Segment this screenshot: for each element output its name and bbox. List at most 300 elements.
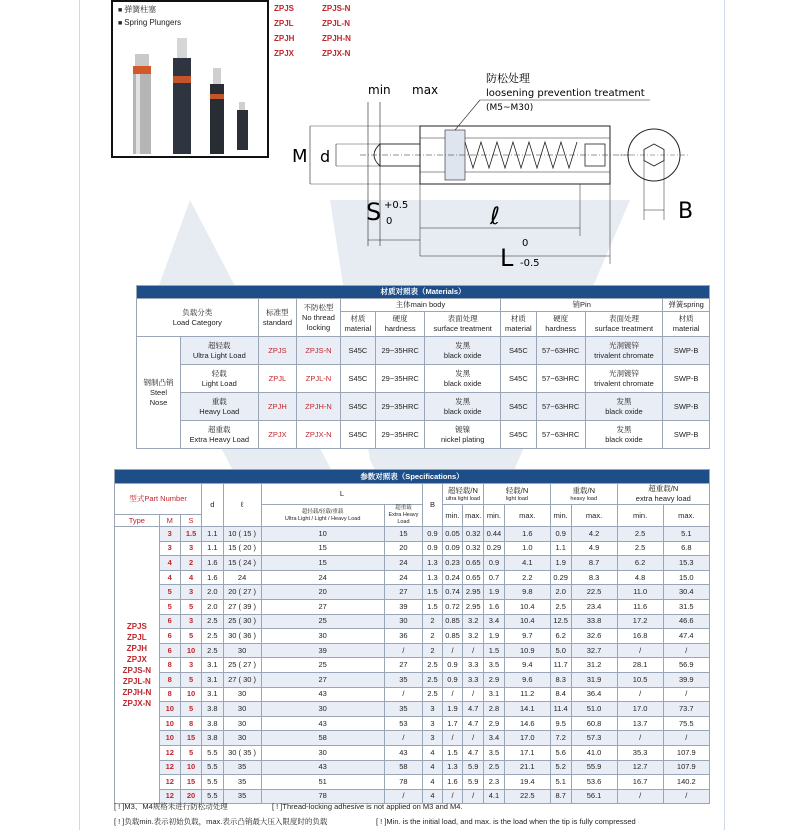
cell-l-max: 14.6 [504, 716, 550, 731]
cell-l: 25 ( 30 ) [223, 614, 261, 629]
cell-x-min: 35.3 [617, 745, 663, 760]
type-item: ZPJX-N [122, 699, 152, 709]
cell-L-extra: 20 [384, 541, 423, 556]
cell-l-max: 1.0 [504, 541, 550, 556]
cell-l: 27 ( 30 ) [223, 672, 261, 687]
cell-L-extra: 27 [384, 658, 423, 673]
hdr-S: S [180, 515, 201, 527]
mat-body-material: S45C [340, 421, 375, 449]
note-1-en: [ ! ]Thread-locking adhesive is not applied on M3 and M4. [272, 802, 463, 811]
cell-B: 2 [423, 629, 442, 644]
cell-ul-min: / [442, 789, 463, 804]
extra-heavy-cn: 超重载/N [648, 484, 679, 493]
code-zpjx-n: ZPJX-N [322, 49, 351, 58]
cell-S: 5 [180, 702, 201, 717]
cell-l-max: 1.6 [504, 527, 550, 542]
cell-l-min: 1.6 [484, 599, 505, 614]
cell-S: 3 [180, 658, 201, 673]
cell-l: 15 ( 24 ) [223, 556, 261, 571]
light-cn: 轻载/N [505, 485, 529, 495]
cell-h-max: 8.7 [571, 556, 617, 571]
hdr-pin-material: 材质 material [501, 312, 536, 337]
mat-body-hardness: 29~35HRC [376, 337, 425, 365]
mat-spring-material: SWP-B [663, 337, 710, 365]
cell-l-min: 3.4 [484, 614, 505, 629]
cell-L-extra: 15 [384, 527, 423, 542]
cell-h-max: 8.3 [571, 570, 617, 585]
cell-L-std: 24 [261, 570, 384, 585]
cell-x-min: 16.7 [617, 775, 663, 790]
cell-B: 0.9 [423, 541, 442, 556]
anti-loose-range: (M5~M30) [486, 103, 534, 113]
label-B: B [678, 199, 694, 224]
hdr-x-max: max. [663, 505, 709, 527]
cell-B: 2 [423, 614, 442, 629]
cell-ul-max: 4.7 [463, 745, 484, 760]
spec-row [115, 658, 710, 673]
cell-L-std: 20 [261, 585, 384, 600]
cell-M: 10 [159, 731, 180, 746]
cell-L-std: 78 [261, 789, 384, 804]
cell-x-max: 107.9 [663, 760, 709, 775]
cell-x-min: / [617, 789, 663, 804]
hdr-L-extra-heavy: 超重载 Extra Heavy Load [384, 505, 423, 527]
type-item: ZPJL [127, 633, 147, 643]
cell-l-min: 0.9 [484, 556, 505, 571]
hdr-l-min: min. [484, 505, 505, 527]
mat-pin-material: S45C [501, 421, 536, 449]
hdr-ultra-light [442, 484, 483, 505]
cell-h-max: 56.1 [571, 789, 617, 804]
cell-ul-max: / [463, 643, 484, 658]
mat-pin-surface: 光洞镀锌 trivalent chromate [585, 337, 663, 365]
cell-M: 12 [159, 775, 180, 790]
code-zpjh: ZPJH [274, 34, 295, 43]
cell-L-std: 27 [261, 599, 384, 614]
spec-row [115, 541, 710, 556]
mat-spring-material: SWP-B [663, 365, 710, 393]
label-L-tol-minus: -0.5 [520, 258, 540, 269]
specifications-title: 参数对照表（Specifications） [115, 470, 710, 484]
cell-ul-min: 1.6 [442, 775, 463, 790]
cell-h-max: 53.6 [571, 775, 617, 790]
cell-B: 4 [423, 745, 442, 760]
spec-row [115, 687, 710, 702]
spec-row [115, 702, 710, 717]
cell-ul-min: 1.7 [442, 716, 463, 731]
cell-l-max: 9.8 [504, 585, 550, 600]
cell-d: 2.5 [202, 643, 223, 658]
mat-pin-hardness: 57~63HRC [536, 365, 585, 393]
cell-L-std: 30 [261, 702, 384, 717]
mat-nt: ZPJH-N [297, 393, 340, 421]
cell-L-std: 30 [261, 745, 384, 760]
note-2-cn: [ ! ]负载min.表示初始负载，max.表示凸销最大压入限度时的负载 [114, 817, 328, 826]
cell-x-max: / [663, 687, 709, 702]
cell-x-min: 2.5 [617, 541, 663, 556]
cell-L-std: 43 [261, 716, 384, 731]
mat-pin-surface: 发黑 black oxide [585, 421, 663, 449]
hdr-pin: 销Pin [501, 299, 663, 312]
cell-x-min: 11.6 [617, 599, 663, 614]
cell-ul-max: 0.65 [463, 556, 484, 571]
cell-h-min: 5.1 [550, 775, 571, 790]
cell-ul-max: 5.9 [463, 775, 484, 790]
cell-l: 30 [223, 716, 261, 731]
cell-d: 2.0 [202, 585, 223, 600]
cell-l-max: 10.9 [504, 643, 550, 658]
cell-ul-min: 0.24 [442, 570, 463, 585]
mat-pin-hardness: 57~63HRC [536, 337, 585, 365]
cell-h-min: 8.4 [550, 687, 571, 702]
specifications-table [114, 469, 710, 804]
cell-M: 6 [159, 629, 180, 644]
cell-l: 27 ( 39 ) [223, 599, 261, 614]
spec-row [115, 760, 710, 775]
cell-d: 1.1 [202, 527, 223, 542]
cell-L-extra: 53 [384, 716, 423, 731]
hdr-h-min: min. [550, 505, 571, 527]
cell-x-min: 10.5 [617, 672, 663, 687]
cell-h-min: 12.5 [550, 614, 571, 629]
cell-x-min: / [617, 643, 663, 658]
cell-l-min: 2.5 [484, 760, 505, 775]
cell-h-max: 33.8 [571, 614, 617, 629]
cell-x-max: / [663, 643, 709, 658]
cell-h-min: 0.29 [550, 570, 571, 585]
type-item: ZPJH-N [122, 688, 152, 698]
cell-l: 15 ( 20 ) [223, 541, 261, 556]
cell-d: 1.6 [202, 556, 223, 571]
code-zpjh-n: ZPJH-N [322, 34, 351, 43]
mat-body-surface: 发黑 black oxide [425, 393, 501, 421]
cell-h-min: 5.2 [550, 760, 571, 775]
cell-M: 10 [159, 702, 180, 717]
cell-x-max: 6.8 [663, 541, 709, 556]
cell-L-extra: 30 [384, 614, 423, 629]
cell-ul-min: 0.9 [442, 672, 463, 687]
cell-M: 4 [159, 556, 180, 571]
hdr-heavy [550, 484, 617, 505]
cell-ul-max: / [463, 789, 484, 804]
cell-x-min: 6.2 [617, 556, 663, 571]
cell-d: 1.1 [202, 541, 223, 556]
cell-l: 30 [223, 731, 261, 746]
cell-S: 5 [180, 672, 201, 687]
spec-row [115, 629, 710, 644]
notes [114, 799, 714, 829]
cell-l: 35 [223, 789, 261, 804]
hdr-type: Type [115, 515, 160, 527]
cell-h-min: 1.1 [550, 541, 571, 556]
cell-S: 15 [180, 775, 201, 790]
cell-l-min: 1.9 [484, 585, 505, 600]
cell-h-min: 2.5 [550, 599, 571, 614]
cell-S: 20 [180, 789, 201, 804]
cell-h-min: 2.0 [550, 585, 571, 600]
cell-h-min: 6.2 [550, 629, 571, 644]
cell-l-min: 0.7 [484, 570, 505, 585]
cell-M: 4 [159, 570, 180, 585]
hdr-spring: 弹簧spring [663, 299, 710, 312]
cell-x-min: / [617, 731, 663, 746]
type-item: ZPJH [126, 644, 148, 654]
cell-h-max: 51.0 [571, 702, 617, 717]
cell-l: 30 ( 36 ) [223, 629, 261, 644]
cell-l-min: 2.3 [484, 775, 505, 790]
cell-h-max: 32.6 [571, 629, 617, 644]
cell-ul-min: 0.85 [442, 614, 463, 629]
hdr-M: M [159, 515, 180, 527]
cell-h-min: 9.5 [550, 716, 571, 731]
cell-x-min: 13.7 [617, 716, 663, 731]
mat-pin-hardness: 57~63HRC [536, 393, 585, 421]
cell-M: 12 [159, 789, 180, 804]
cell-l-min: 1.5 [484, 643, 505, 658]
light-en: light load [505, 495, 528, 502]
cell-B: 2 [423, 643, 442, 658]
legend-cn: ■ 弹簧柱塞 [118, 4, 181, 17]
cell-l: 10 ( 15 ) [223, 527, 261, 542]
cell-B: 4 [423, 789, 442, 804]
cell-B: 1.3 [423, 570, 442, 585]
label-max: max [412, 83, 439, 97]
cell-S: 5 [180, 599, 201, 614]
cell-ul-max: 0.65 [463, 570, 484, 585]
spec-row [115, 527, 710, 542]
hdr-ul-max: max. [463, 505, 484, 527]
legend-en: ■ Spring Plungers [118, 17, 181, 30]
heavy-en: heavy load [570, 495, 598, 502]
cell-L-extra: / [384, 687, 423, 702]
cell-B: 2.5 [423, 672, 442, 687]
mat-body-material: S45C [340, 393, 375, 421]
cell-l-max: 22.5 [504, 789, 550, 804]
cell-M: 12 [159, 760, 180, 775]
cell-ul-min: 1.5 [442, 745, 463, 760]
cell-l: 25 ( 27 ) [223, 658, 261, 673]
cell-l: 24 [223, 570, 261, 585]
cell-ul-min: 0.72 [442, 599, 463, 614]
cell-x-max: / [663, 789, 709, 804]
cell-ul-min: 0.09 [442, 541, 463, 556]
hdr-standard: 标准型 standard [258, 299, 297, 337]
cell-l-min: 2.9 [484, 716, 505, 731]
hdr-L-standard: 超轻载/轻载/重载 Ultra Light / Light / Heavy Load [261, 505, 384, 527]
hdr-l-max: max. [504, 505, 550, 527]
mat-pin-surface: 发黑 black oxide [585, 393, 663, 421]
cell-S: 15 [180, 731, 201, 746]
steel-nose-label: 钢制凸销 Steel Nose [137, 337, 181, 449]
cell-ul-max: 0.32 [463, 541, 484, 556]
mat-body-surface: 镀镍 nickel plating [425, 421, 501, 449]
cell-d: 5.5 [202, 775, 223, 790]
hdr-load-category: 负载分类 Load Category [137, 299, 259, 337]
cell-x-min: 2.5 [617, 527, 663, 542]
mat-body-surface: 发黑 black oxide [425, 337, 501, 365]
cell-h-min: 1.9 [550, 556, 571, 571]
cell-S: 2 [180, 556, 201, 571]
cell-M: 6 [159, 614, 180, 629]
cell-x-min: 17.2 [617, 614, 663, 629]
cell-ul-max: 2.95 [463, 599, 484, 614]
cell-ul-max: 5.9 [463, 760, 484, 775]
hdr-pin-surface: 表面处理 surface treatment [585, 312, 663, 337]
anti-loose-en: loosening prevention treatment [486, 88, 645, 99]
cell-x-min: 4.8 [617, 570, 663, 585]
type-item: ZPJS [126, 622, 147, 632]
cell-ul-min: 1.3 [442, 760, 463, 775]
heavy-cn: 重载/N [572, 485, 595, 495]
cell-x-max: 140.2 [663, 775, 709, 790]
cell-l-min: 3.4 [484, 731, 505, 746]
cell-L-std: 30 [261, 629, 384, 644]
cell-L-extra: 43 [384, 745, 423, 760]
hdr-body-hardness: 硬度 hardness [376, 312, 425, 337]
label-L: L [500, 244, 514, 270]
mat-body-hardness: 29~35HRC [376, 393, 425, 421]
cell-ul-max: / [463, 687, 484, 702]
cell-L-std: 25 [261, 658, 384, 673]
cell-S: 4 [180, 570, 201, 585]
spec-row [115, 775, 710, 790]
note-2-en: [ ! ]Min. is the initial load, and max. is the load when the tip is fully compressed [376, 817, 636, 826]
code-zpjl-n: ZPJL-N [322, 19, 350, 28]
mat-std: ZPJL [258, 365, 297, 393]
cell-d: 1.6 [202, 570, 223, 585]
mat-body-surface: 发黑 black oxide [425, 365, 501, 393]
cell-M: 8 [159, 687, 180, 702]
hdr-no-thread-locking: 不防松型 No thread locking [297, 299, 340, 337]
cell-L-std: 15 [261, 541, 384, 556]
cell-x-max: 15.3 [663, 556, 709, 571]
cell-L-std: 58 [261, 731, 384, 746]
frame-border-right [724, 0, 725, 830]
hdr-main-body: 主体main body [340, 299, 500, 312]
extra-heavy-en: extra heavy load [635, 494, 691, 503]
cell-x-max: 47.4 [663, 629, 709, 644]
note-1-cn: [ ! ]M3、M4规格未进行防松动处理 [114, 802, 228, 811]
cell-l-max: 14.1 [504, 702, 550, 717]
cell-d: 5.5 [202, 789, 223, 804]
cell-l-min: 3.5 [484, 658, 505, 673]
type-list [115, 527, 160, 804]
cell-L-extra: 35 [384, 702, 423, 717]
cell-l-min: 0.44 [484, 527, 505, 542]
hdr-part-number: 型式Part Number [115, 484, 202, 515]
cell-L-extra: 39 [384, 599, 423, 614]
cell-h-min: 11.7 [550, 658, 571, 673]
cell-l: 20 ( 27 ) [223, 585, 261, 600]
cell-S: 3 [180, 614, 201, 629]
cell-x-max: 31.5 [663, 599, 709, 614]
spec-row [115, 556, 710, 571]
cell-ul-min: / [442, 643, 463, 658]
cell-h-max: 36.4 [571, 687, 617, 702]
cell-L-extra: / [384, 789, 423, 804]
cell-L-std: 43 [261, 760, 384, 775]
mat-nt: ZPJX-N [297, 421, 340, 449]
cell-M: 5 [159, 585, 180, 600]
label-d: d [320, 147, 331, 166]
cell-L-extra: 36 [384, 629, 423, 644]
hdr-body-material: 材质 material [340, 312, 375, 337]
cell-x-max: 15.0 [663, 570, 709, 585]
cell-l-min: 2.9 [484, 672, 505, 687]
spec-row [115, 745, 710, 760]
cell-ul-max: 4.7 [463, 702, 484, 717]
cell-B: 1.5 [423, 585, 442, 600]
cell-l-max: 9.6 [504, 672, 550, 687]
cell-h-max: 23.4 [571, 599, 617, 614]
cell-d: 3.1 [202, 658, 223, 673]
mat-load: 超轻载 Ultra Light Load [181, 337, 259, 365]
cell-l-max: 4.1 [504, 556, 550, 571]
mat-nt: ZPJS-N [297, 337, 340, 365]
cell-ul-min: / [442, 687, 463, 702]
materials-table [136, 285, 710, 449]
cell-L-extra: 24 [384, 556, 423, 571]
cell-x-max: 73.7 [663, 702, 709, 717]
cell-d: 5.5 [202, 745, 223, 760]
cell-B: 2.5 [423, 687, 442, 702]
cell-l: 30 [223, 687, 261, 702]
hdr-pin-hardness: 硬度 hardness [536, 312, 585, 337]
cell-M: 3 [159, 541, 180, 556]
cell-B: 2.5 [423, 658, 442, 673]
hdr-L: L [261, 484, 423, 505]
cell-M: 12 [159, 745, 180, 760]
mat-load: 超重载 Extra Heavy Load [181, 421, 259, 449]
hdr-l: ℓ [223, 484, 261, 527]
spec-row [115, 672, 710, 687]
cell-L-extra: / [384, 643, 423, 658]
cell-ul-max: 3.3 [463, 658, 484, 673]
cell-L-extra: 58 [384, 760, 423, 775]
anti-loose-cn: 防松处理 [486, 72, 530, 85]
cell-M: 10 [159, 716, 180, 731]
cell-B: 3 [423, 731, 442, 746]
cell-l-min: 3.5 [484, 745, 505, 760]
mat-body-hardness: 29~35HRC [376, 421, 425, 449]
mat-pin-material: S45C [501, 393, 536, 421]
mat-std: ZPJS [258, 337, 297, 365]
cell-M: 5 [159, 599, 180, 614]
cell-l: 35 [223, 760, 261, 775]
cell-l: 30 [223, 702, 261, 717]
cell-ul-min: / [442, 731, 463, 746]
cell-h-max: 57.3 [571, 731, 617, 746]
cell-x-min: 28.1 [617, 658, 663, 673]
cell-d: 2.5 [202, 629, 223, 644]
mat-body-material: S45C [340, 365, 375, 393]
hdr-body-surface: 表面处理 surface treatment [425, 312, 501, 337]
hdr-d: d [202, 484, 223, 527]
cell-l-max: 17.1 [504, 745, 550, 760]
cell-d: 3.8 [202, 731, 223, 746]
label-S-tol-zero: 0 [386, 216, 393, 227]
cell-M: 8 [159, 672, 180, 687]
mat-nt: ZPJL-N [297, 365, 340, 393]
cell-h-min: 8.3 [550, 672, 571, 687]
cell-S: 10 [180, 760, 201, 775]
cell-h-max: 55.9 [571, 760, 617, 775]
spec-rows [115, 527, 710, 804]
cell-B: 0.9 [423, 527, 442, 542]
mat-spring-material: SWP-B [663, 421, 710, 449]
cell-x-min: 17.0 [617, 702, 663, 717]
cell-l-min: 2.8 [484, 702, 505, 717]
